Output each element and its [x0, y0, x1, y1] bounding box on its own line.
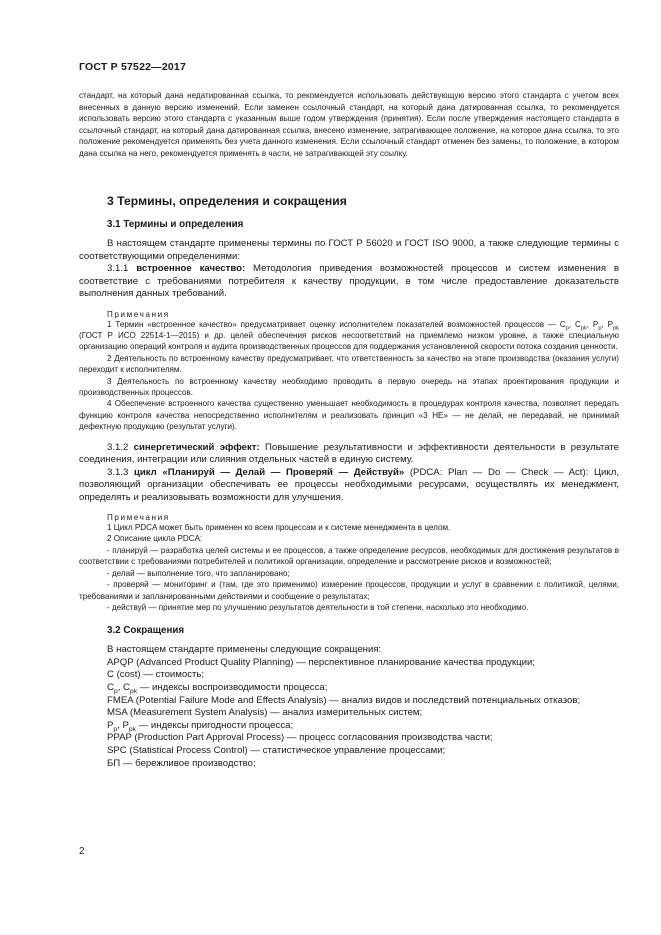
- intro-paragraph: стандарт, на который дана недатированная ссылка, то рекомендуется использовать действующую версию этого стандарта с учетом всех внесенных в данную версию изменений. Если заменен ссылочный стандарт, на который дана датированная ссылка, то рекомендуется использовать версию этого стандарта с указанным выше годом утверждения (принятия). Если после утверждения настоящего стандарта в ссылочный стандарт, на который дана датированная ссылка, внесено изменение, затрагивающее положение, на которое дана ссылка, то это положение рекомендуется применять без учета данного изменения. Если ссылочный стандарт отменен без замены, то положение, в котором дана ссылка на него, рекомендуется применять в части, не затрагивающей эту ссылку.: [79, 91, 619, 158]
- abbr-c: C (cost) — стоимость;: [107, 669, 205, 681]
- note-4: 4 Обеспечение встроенного качества существенно уменьшает необходимость в процедурах контроля качества, позволяет передать функцию контроля качества непосредственно исполнителям и реализовать принцип «3 НЕ» — не делай, не передавай, не принимай дефектную продукцию (результат услуги).: [79, 399, 619, 432]
- section-3-1-title: 3.1 Термины и определения: [107, 219, 244, 230]
- section-3-title: 3 Термины, определения и сокращения: [107, 194, 347, 208]
- note-2-2-act: - действуй — принятие мер по улучшению результатов деятельности в той степени, насколько это необходимо.: [107, 602, 529, 612]
- note-2-2-plan: - планируй — разработка целей системы и ее процессов, а также определение ресурсов, необходимых для достижения результатов в соответствии с требованиями потребителей и политикой организации, определение и рассмотрение рисков и возможностей;: [79, 545, 619, 567]
- section-3-1-intro: В настоящем стандарте применены термины по ГОСТ Р 56020 и ГОСТ ISO 9000, а также следующие термины с соответствующими определениями:: [79, 238, 619, 262]
- term-3-1-2: 3.1.2 синергетический эффект: Повышение результативности и эффективности деятельности в результате соединения, интеграции или слияния отдельных частей в единую систему.: [79, 441, 619, 466]
- term-3-1-1: [79, 263, 619, 301]
- notes-label: Примечания: [107, 309, 170, 319]
- note-3: 3 Деятельность по встроенному качеству необходимо проводить в первую очередь на этапах проектирования продукции и производственных процессов.: [79, 376, 619, 397]
- term-number: 3.1.1: [107, 263, 129, 274]
- abbr-cp: $C_p$, $C_{pk}$ — индексы воспроизводимости процесса;: [107, 682, 328, 695]
- note-2-2-do: - делай — выполнение того, что запланировано;: [107, 568, 290, 578]
- term-name: встроенное качество:: [136, 263, 246, 274]
- note-1: 1 Термин «встроенное качество» предусматривает оценку исполнителем показателей возможностей процессов — $C_p$, $C_{pk}$, $P_p$, $P_{pk}$ (ГОСТ Р ИСО 22514-1—2015) и др. целей обеспечения рисков несоответствий на приемлемо низком уровне, а также специальную организацию операций контроля и аудита производственных процессов для поддержания установленной скорости потока создания ценности.: [79, 319, 619, 352]
- note-2-2-check: - проверяй — мониторинг и (там, где это применимо) измерение процессов, продукции и услуг в сравнении с политикой, целями, требованиями и запланированными действиями и сообщение о результатах;: [79, 580, 619, 601]
- abbr-apqp: APQP (Advanced Product Quality Planning) — перспективное планирование качества продукции;: [107, 656, 535, 668]
- document-header: ГОСТ Р 57522—2017: [79, 61, 187, 73]
- abbr-msa: MSA (Measurement System Analysis) — анализ измерительных систем;: [107, 707, 423, 719]
- section-3-2-title: 3.2 Сокращения: [107, 625, 185, 637]
- notes-2-label: Примечания: [107, 513, 170, 523]
- abbr-pp: $P_p$, $P_{pk}$ — индексы пригодности процесса;: [107, 719, 294, 733]
- term-3-1-3: 3.1.3 цикл «Планируй — Делай — Проверяй — Действуй» (PDCA: Plan — Do — Check — Act): Цикл, позволяющий организации обеспечивать ее процессы необходимыми ресурсами, осуществлять их менеджмент, определять и реализовывать возможности для улучшения.: [79, 466, 619, 503]
- abbr-ppap: PPAP (Production Part Approval Process) — процесс согласования производства части;: [107, 732, 493, 744]
- section-3-1: [79, 219, 619, 770]
- page-number: 2: [79, 846, 85, 857]
- note-2: 2 Деятельность по встроенному качеству предусматривает, что ответственность за качество на этапе производства (оказания услуги) переходит к исполнителям.: [79, 353, 619, 375]
- abbr-fmea: FMEA (Potential Failure Mode and Effects Analysis) — анализ видов и последствий потенциальных отказов;: [107, 694, 581, 706]
- term-definition: Методология приведения возможностей процессов и систем изменения в соответствие с требованиями потребителя к качеству продукции, в том числе предоставление доказательств выполнения данных требований.: [79, 263, 619, 299]
- section-3-2-intro: В настоящем стандарте применены следующие сокращения:: [107, 644, 382, 656]
- note-2-1: 1 Цикл PDCA может быть применен ко всем процессам и к системе менеджмента в целом.: [107, 523, 451, 533]
- note-2-2: 2 Описание цикла PDCA:: [107, 534, 203, 544]
- abbr-spc: SPC (Statistical Process Control) — статистическое управление процессами;: [107, 744, 446, 756]
- abbr-bp: БП — бережливое производство;: [107, 757, 256, 769]
- intro-block: [79, 90, 619, 160]
